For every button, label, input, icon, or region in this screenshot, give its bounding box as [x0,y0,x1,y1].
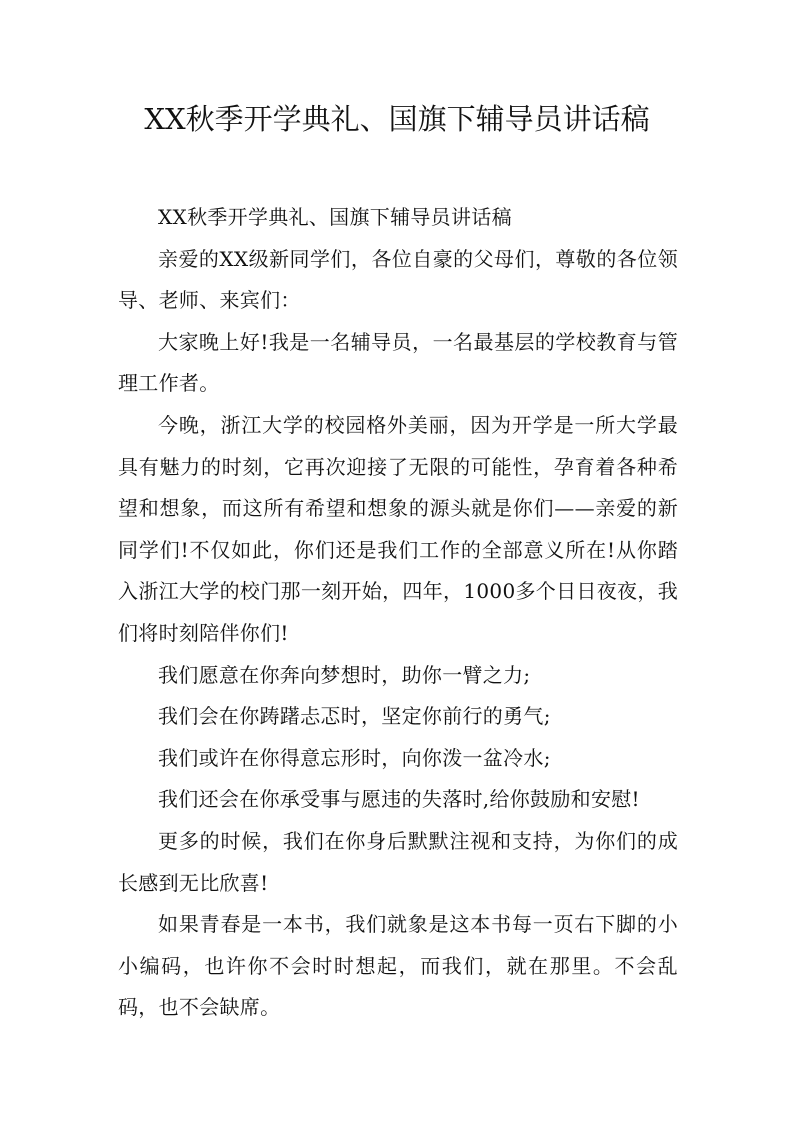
paragraph-promise-2: 我们会在你踌躇忐忑时，坚定你前行的勇气; [158,704,551,729]
document-title: XX秋季开学典礼、国旗下辅导员讲话稿 [144,102,650,136]
paragraph-promise-4: 我们还会在你承受事与愿违的失落时,给你鼓励和安慰! [158,787,640,812]
paragraph-subtitle: XX秋季开学典礼、国旗下辅导员讲话稿 [158,205,512,229]
paragraph-support: 更多的时候，我们在你身后默默注视和支持，为你们的成长感到无比欣喜! [118,828,678,895]
paragraph-promise-1: 我们愿意在你奔向梦想时，助你一臂之力; [158,662,531,687]
paragraph-salutation: 亲爱的XX级新同学们，各位自豪的父母们，尊敬的各位领导、老师、来宾们： [118,246,678,313]
paragraph-campus: 今晚，浙江大学的校园格外美丽，因为开学是一所大学最具有魅力的时刻，它再次迎接了无限的可能性，孕育着各种希望和想象，而这所有希望和想象的源头就是你们——亲爱的新同学们!不仅如此，你们还是我们工作的全部意义所在!从你踏入浙江大学的校门那一刻开始，四年，1000多个日日夜夜，我们将时刻陪伴你们! [118,412,678,645]
paragraph-greeting: 大家晚上好!我是一名辅导员，一名最基层的学校教育与管理工作者。 [118,329,678,396]
paragraph-promise-3: 我们或许在你得意忘形时，向你泼一盆冷水; [158,745,551,770]
document-body [118,197,678,1029]
paragraph-metaphor: 如果青春是一本书，我们就象是这本书每一页右下脚的小小编码，也许你不会时时想起，而我们，就在那里。不会乱码，也不会缺席。 [118,912,678,1020]
